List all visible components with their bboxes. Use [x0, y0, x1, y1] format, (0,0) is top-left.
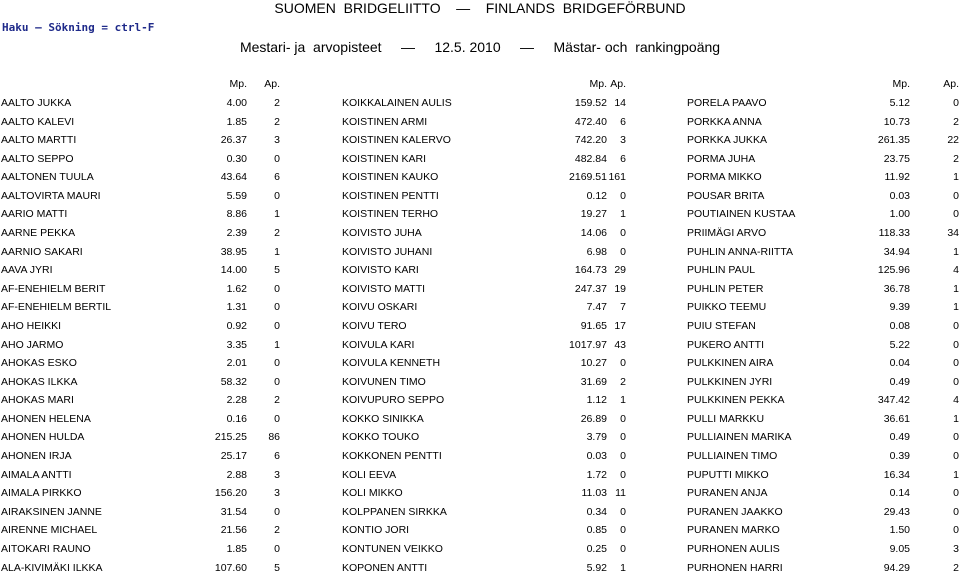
- ranking-points: 11: [615, 486, 626, 500]
- ranking-points: 0: [620, 226, 626, 240]
- player-name: AARNE PEKKA: [1, 226, 75, 240]
- ranking-points: 6: [620, 152, 626, 166]
- player-name: AARIO MATTI: [1, 207, 67, 221]
- master-points: 156.20: [215, 486, 247, 500]
- ranking-points: 0: [620, 449, 626, 463]
- player-name: AALTOVIRTA MAURI: [1, 189, 101, 203]
- column-header-ap: Ap.: [943, 77, 959, 91]
- player-name: PUIKKO TEEMU: [687, 300, 766, 314]
- ranking-points: 4: [953, 393, 959, 407]
- ranking-points: 0: [620, 523, 626, 537]
- master-points: 4.00: [227, 96, 247, 110]
- table-row: [0, 226, 960, 245]
- player-name: AHOKAS ILKKA: [1, 375, 77, 389]
- master-points: 1.00: [890, 207, 910, 221]
- ranking-points: 34: [947, 226, 959, 240]
- player-name: AHOKAS MARI: [1, 393, 74, 407]
- player-name: PULLI MARKKU: [687, 412, 764, 426]
- ranking-points: 2: [953, 152, 959, 166]
- table-row: [0, 449, 960, 468]
- player-name: KOISTINEN ARMI: [342, 115, 427, 129]
- table-row: [0, 245, 960, 264]
- master-points: 347.42: [878, 393, 910, 407]
- ranking-points: 22: [947, 133, 959, 147]
- player-name: POUTIAINEN KUSTAA: [687, 207, 795, 221]
- ranking-points: 3: [620, 133, 626, 147]
- page-subtitle: Mestari- ja arvopisteet — 12.5. 2010 — Mästar- och rankingpoäng: [0, 39, 960, 55]
- ranking-points: 0: [620, 189, 626, 203]
- master-points: 23.75: [884, 152, 910, 166]
- table-row: [0, 505, 960, 524]
- ranking-points: 0: [620, 468, 626, 482]
- master-points: 1.50: [890, 523, 910, 537]
- player-name: PURANEN JAAKKO: [687, 505, 783, 519]
- player-name: POUSAR BRITA: [687, 189, 764, 203]
- master-points: 11.03: [582, 486, 608, 500]
- column-header-ap: Ap.: [264, 77, 280, 91]
- ranking-points: 2: [953, 115, 959, 129]
- master-points: 2.01: [227, 356, 247, 370]
- player-name: KOIVULA KARI: [342, 338, 414, 352]
- ranking-points: 0: [620, 245, 626, 259]
- player-name: AALTO JUKKA: [1, 96, 71, 110]
- master-points: 58.32: [221, 375, 247, 389]
- player-name: AHONEN HULDA: [1, 430, 84, 444]
- player-name: PUIU STEFAN: [687, 319, 756, 333]
- ranking-points: 0: [953, 486, 959, 500]
- player-name: PURHONEN HARRI: [687, 561, 783, 575]
- player-name: PURANEN MARKO: [687, 523, 780, 537]
- ranking-points: 0: [620, 430, 626, 444]
- table-row: [0, 170, 960, 189]
- player-name: AIRENNE MICHAEL: [1, 523, 97, 537]
- ranking-points: 86: [268, 430, 280, 444]
- player-name: KOLI EEVA: [342, 468, 396, 482]
- ranking-points: 1: [274, 338, 280, 352]
- player-name: PORMA JUHA: [687, 152, 755, 166]
- ranking-points: 2: [274, 393, 280, 407]
- master-points: 3.79: [587, 430, 607, 444]
- master-points: 0.92: [227, 319, 247, 333]
- player-name: KOKKONEN PENTTI: [342, 449, 442, 463]
- player-name: AIRAKSINEN JANNE: [1, 505, 102, 519]
- player-name: AALTO MARTTI: [1, 133, 76, 147]
- master-points: 10.27: [581, 356, 607, 370]
- ranking-points: 0: [620, 356, 626, 370]
- ranking-points: 0: [620, 412, 626, 426]
- player-name: KONTUNEN VEIKKO: [342, 542, 443, 556]
- player-name: KOIVUNEN TIMO: [342, 375, 426, 389]
- player-name: PULKKINEN PEKKA: [687, 393, 784, 407]
- ranking-points: 2: [274, 226, 280, 240]
- player-name: AIMALA ANTTI: [1, 468, 72, 482]
- master-points: 2.39: [227, 226, 247, 240]
- player-name: PUPUTTI MIKKO: [687, 468, 769, 482]
- ranking-points: 0: [953, 338, 959, 352]
- ranking-points: 161: [608, 170, 626, 184]
- player-name: AIMALA PIRKKO: [1, 486, 82, 500]
- player-name: KOIVUPURO SEPPO: [342, 393, 444, 407]
- player-name: PORMA MIKKO: [687, 170, 762, 184]
- player-name: PUKERO ANTTI: [687, 338, 764, 352]
- ranking-points: 0: [953, 189, 959, 203]
- master-points: 0.03: [890, 189, 910, 203]
- column-header-row: [0, 77, 960, 96]
- ranking-points: 0: [953, 505, 959, 519]
- ranking-points: 6: [274, 170, 280, 184]
- ranking-points: 0: [274, 505, 280, 519]
- master-points: 0.03: [587, 449, 607, 463]
- ranking-points: 1: [620, 207, 626, 221]
- player-name: PUHLIN ANNA-RIITTA: [687, 245, 793, 259]
- table-row: [0, 486, 960, 505]
- master-points: 0.49: [890, 430, 910, 444]
- ranking-points: 1: [953, 412, 959, 426]
- ranking-points: 2: [274, 96, 280, 110]
- player-name: PURANEN ANJA: [687, 486, 768, 500]
- ranking-points: 0: [274, 319, 280, 333]
- player-name: KOIVU TERO: [342, 319, 407, 333]
- master-points: 1.85: [227, 542, 247, 556]
- column-header-ap: Ap.: [610, 77, 626, 91]
- ranking-points: 1: [620, 561, 626, 575]
- ranking-points: 0: [953, 449, 959, 463]
- ranking-points: 3: [274, 468, 280, 482]
- table-row: [0, 263, 960, 282]
- master-points: 29.43: [884, 505, 910, 519]
- table-row: [0, 207, 960, 226]
- master-points: 0.16: [227, 412, 247, 426]
- master-points: 2169.51: [569, 170, 607, 184]
- master-points: 1.85: [227, 115, 247, 129]
- ranking-points: 1: [953, 170, 959, 184]
- master-points: 31.54: [221, 505, 247, 519]
- table-row: [0, 561, 960, 579]
- player-name: KOISTINEN KARI: [342, 152, 426, 166]
- master-points: 5.22: [890, 338, 910, 352]
- ranking-points: 0: [953, 375, 959, 389]
- player-name: KOPONEN ANTTI: [342, 561, 427, 575]
- master-points: 91.65: [581, 319, 607, 333]
- player-name: AARNIO SAKARI: [1, 245, 83, 259]
- ranking-points: 5: [274, 561, 280, 575]
- player-name: KOIVULA KENNETH: [342, 356, 440, 370]
- table-row: [0, 542, 960, 561]
- master-points: 5.59: [227, 189, 247, 203]
- master-points: 261.35: [878, 133, 910, 147]
- table-row: [0, 375, 960, 394]
- player-name: AAVA JYRI: [1, 263, 53, 277]
- master-points: 1017.97: [569, 338, 607, 352]
- ranking-points: 7: [620, 300, 626, 314]
- master-points: 0.04: [890, 356, 910, 370]
- master-points: 21.56: [221, 523, 247, 537]
- master-points: 0.34: [587, 505, 607, 519]
- player-name: KOLPPANEN SIRKKA: [342, 505, 447, 519]
- master-points: 43.64: [221, 170, 247, 184]
- player-name: PUHLIN PAUL: [687, 263, 755, 277]
- master-points: 36.61: [884, 412, 910, 426]
- player-name: AHOKAS ESKO: [1, 356, 77, 370]
- master-points: 0.08: [890, 319, 910, 333]
- master-points: 742.20: [575, 133, 607, 147]
- ranking-points: 14: [614, 96, 626, 110]
- player-name: KOIVISTO KARI: [342, 263, 419, 277]
- table-row: [0, 96, 960, 115]
- player-name: ALA-KIVIMÄKI ILKKA: [1, 561, 103, 575]
- table-row: [0, 115, 960, 134]
- column-header-mp: Mp.: [229, 77, 247, 91]
- master-points: 2.28: [227, 393, 247, 407]
- master-points: 118.33: [879, 226, 910, 240]
- ranking-points: 0: [274, 189, 280, 203]
- player-name: KOISTINEN PENTTI: [342, 189, 439, 203]
- ranking-points: 0: [274, 356, 280, 370]
- player-name: KOISTINEN KAUKO: [342, 170, 438, 184]
- page-title: SUOMEN BRIDGELIITTO — FINLANDS BRIDGEFÖRBUND: [0, 0, 960, 16]
- player-name: AHONEN HELENA: [1, 412, 91, 426]
- master-points: 9.39: [890, 300, 910, 314]
- master-points: 2.88: [227, 468, 247, 482]
- master-points: 1.72: [587, 468, 607, 482]
- player-name: KOIKKALAINEN AULIS: [342, 96, 452, 110]
- player-name: KOKKO TOUKO: [342, 430, 419, 444]
- player-name: KOIVISTO JUHANI: [342, 245, 432, 259]
- ranking-points: 17: [614, 319, 626, 333]
- ranking-points: 1: [274, 207, 280, 221]
- ranking-points: 1: [953, 300, 959, 314]
- ranking-points: 29: [614, 263, 626, 277]
- table-row: [0, 356, 960, 375]
- ranking-points: 0: [620, 505, 626, 519]
- table-row: [0, 338, 960, 357]
- player-name: PORELA PAAVO: [687, 96, 767, 110]
- ranking-points: 0: [274, 282, 280, 296]
- master-points: 11.92: [885, 170, 911, 184]
- player-name: KOISTINEN TERHO: [342, 207, 438, 221]
- master-points: 107.60: [215, 561, 247, 575]
- ranking-points: 19: [614, 282, 626, 296]
- search-hint-link[interactable]: Haku — Sökning = ctrl-F: [2, 21, 154, 34]
- player-name: AF-ENEHIELM BERIT: [1, 282, 105, 296]
- master-points: 1.62: [227, 282, 247, 296]
- player-name: PURHONEN AULIS: [687, 542, 780, 556]
- master-points: 482.84: [575, 152, 607, 166]
- player-name: AHONEN IRJA: [1, 449, 72, 463]
- ranking-points: 0: [953, 356, 959, 370]
- master-points: 472.40: [575, 115, 607, 129]
- ranking-points: 0: [274, 152, 280, 166]
- table-row: [0, 412, 960, 431]
- master-points: 26.37: [221, 133, 247, 147]
- master-points: 5.92: [587, 561, 607, 575]
- master-points: 38.95: [221, 245, 247, 259]
- player-name: AITOKARI RAUNO: [1, 542, 91, 556]
- table-row: [0, 468, 960, 487]
- master-points: 3.35: [227, 338, 247, 352]
- master-points: 164.73: [575, 263, 607, 277]
- ranking-points: 4: [953, 263, 959, 277]
- ranking-points: 0: [274, 300, 280, 314]
- ranking-points: 1: [620, 393, 626, 407]
- player-name: PUHLIN PETER: [687, 282, 763, 296]
- table-row: [0, 393, 960, 412]
- master-points: 31.69: [581, 375, 607, 389]
- master-points: 6.98: [587, 245, 607, 259]
- master-points: 14.00: [221, 263, 247, 277]
- master-points: 16.34: [884, 468, 910, 482]
- player-name: KOLI MIKKO: [342, 486, 403, 500]
- master-points: 0.39: [890, 449, 910, 463]
- master-points: 19.27: [581, 207, 607, 221]
- ranking-points: 3: [953, 542, 959, 556]
- ranking-points: 2: [274, 523, 280, 537]
- player-name: KOISTINEN KALERVO: [342, 133, 451, 147]
- ranking-points: 5: [274, 263, 280, 277]
- player-name: PORKKA ANNA: [687, 115, 762, 129]
- ranking-points: 6: [274, 449, 280, 463]
- table-row: [0, 300, 960, 319]
- ranking-points: 0: [953, 523, 959, 537]
- master-points: 9.05: [890, 542, 910, 556]
- ranking-points: 0: [953, 207, 959, 221]
- master-points: 215.25: [215, 430, 247, 444]
- ranking-points: 0: [620, 542, 626, 556]
- master-points: 10.73: [884, 115, 910, 129]
- master-points: 247.37: [575, 282, 607, 296]
- master-points: 34.94: [884, 245, 910, 259]
- ranking-points: 0: [953, 430, 959, 444]
- table-row: [0, 133, 960, 152]
- player-name: AALTO KALEVI: [1, 115, 74, 129]
- master-points: 25.17: [221, 449, 247, 463]
- player-name: PULLIAINEN MARIKA: [687, 430, 791, 444]
- player-name: PULKKINEN JYRI: [687, 375, 772, 389]
- ranking-points: 6: [620, 115, 626, 129]
- ranking-points: 1: [953, 245, 959, 259]
- ranking-points: 2: [953, 561, 959, 575]
- master-points: 0.30: [227, 152, 247, 166]
- table-row: [0, 523, 960, 542]
- player-name: KONTIO JORI: [342, 523, 409, 537]
- master-points: 159.52: [575, 96, 607, 110]
- ranking-points: 0: [274, 375, 280, 389]
- master-points: 0.25: [587, 542, 607, 556]
- ranking-points: 1: [953, 282, 959, 296]
- column-header-mp: Mp.: [892, 77, 910, 91]
- master-points: 0.12: [587, 189, 607, 203]
- master-points: 26.89: [581, 412, 607, 426]
- player-name: KOIVISTO MATTI: [342, 282, 425, 296]
- player-name: PULKKINEN AIRA: [687, 356, 773, 370]
- table-row: [0, 319, 960, 338]
- player-name: AF-ENEHIELM BERTIL: [1, 300, 111, 314]
- ranking-points: 0: [953, 319, 959, 333]
- player-name: KOKKO SINIKKA: [342, 412, 424, 426]
- player-name: AHO JARMO: [1, 338, 63, 352]
- master-points: 5.12: [890, 96, 910, 110]
- ranking-points: 2: [620, 375, 626, 389]
- ranking-points: 2: [274, 115, 280, 129]
- master-points: 0.14: [890, 486, 910, 500]
- ranking-points: 0: [953, 96, 959, 110]
- master-points: 125.96: [878, 263, 910, 277]
- ranking-points: 3: [274, 133, 280, 147]
- player-name: AHO HEIKKI: [1, 319, 61, 333]
- player-name: PRIIMÄGI ARVO: [687, 226, 766, 240]
- table-row: [0, 152, 960, 171]
- master-points: 7.47: [587, 300, 607, 314]
- ranking-points: 1: [953, 468, 959, 482]
- ranking-points: 1: [274, 245, 280, 259]
- player-name: KOIVU OSKARI: [342, 300, 417, 314]
- master-points: 0.85: [587, 523, 607, 537]
- table-row: [0, 189, 960, 208]
- player-name: KOIVISTO JUHA: [342, 226, 422, 240]
- player-name: PORKKA JUKKA: [687, 133, 767, 147]
- master-points: 0.49: [890, 375, 910, 389]
- master-points: 8.86: [227, 207, 247, 221]
- player-name: AALTO SEPPO: [1, 152, 74, 166]
- table-row: [0, 282, 960, 301]
- column-header-mp: Mp.: [589, 77, 607, 91]
- ranking-points: 0: [274, 542, 280, 556]
- master-points: 36.78: [884, 282, 910, 296]
- master-points: 1.12: [587, 393, 607, 407]
- player-name: AALTONEN TUULA: [1, 170, 94, 184]
- master-points: 14.06: [581, 226, 607, 240]
- ranking-points: 43: [614, 338, 626, 352]
- master-points: 94.29: [884, 561, 910, 575]
- ranking-points: 0: [274, 412, 280, 426]
- master-points: 1.31: [227, 300, 247, 314]
- table-row: [0, 430, 960, 449]
- player-name: PULLIAINEN TIMO: [687, 449, 777, 463]
- ranking-points: 3: [274, 486, 280, 500]
